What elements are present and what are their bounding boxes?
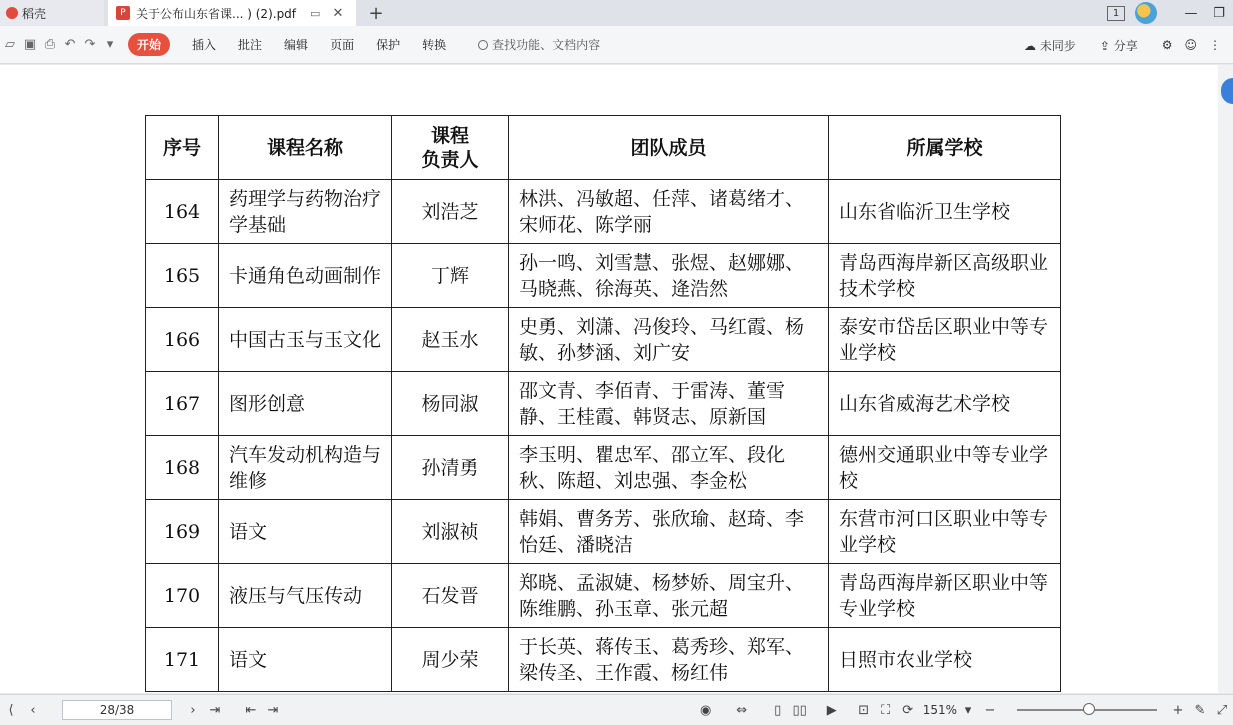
cell-no: 168	[146, 436, 219, 500]
cell-course: 语文	[219, 628, 392, 692]
menu-convert[interactable]: 转换	[422, 38, 447, 52]
cell-no: 171	[146, 628, 219, 692]
zoom-in-icon[interactable]: +	[1172, 702, 1184, 718]
ribbon-right-actions	[1024, 26, 1233, 64]
zoom-dropdown-icon[interactable]: ▾	[964, 702, 972, 718]
fit-width-icon[interactable]: ⇔	[736, 702, 748, 718]
avatar[interactable]	[1135, 2, 1157, 24]
actual-size-icon[interactable]: ⊡	[858, 702, 870, 718]
cell-team: 林洪、冯敏超、任萍、诸葛绪才、宋师花、陈学丽	[509, 180, 829, 244]
quick-access-dropdown-icon[interactable]: ▾	[106, 37, 114, 52]
table-row	[146, 564, 1061, 628]
cell-no: 167	[146, 372, 219, 436]
fit-page-icon[interactable]: ⛶	[881, 702, 891, 718]
zoom-level[interactable]: 151%	[922, 703, 957, 717]
menu-insert[interactable]: 插入	[192, 38, 217, 52]
cell-no: 169	[146, 500, 219, 564]
cell-team: 史勇、刘潇、冯俊玲、马红霞、杨敏、孙梦涵、刘广安	[509, 308, 829, 372]
cell-team: 郑晓、孟淑婕、杨梦娇、周宝升、陈维鹏、孙玉章、张元超	[509, 564, 829, 628]
cell-lead: 孙清勇	[392, 436, 509, 500]
play-icon[interactable]: ▶	[826, 702, 837, 718]
cell-team: 韩娟、曹务芳、张欣瑜、赵琦、李怡廷、潘晓洁	[509, 500, 829, 564]
cell-course: 语文	[219, 500, 392, 564]
cloud-sync-button[interactable]: ☁ 未同步	[1023, 38, 1076, 53]
settings-icon[interactable]: ⚙	[1161, 38, 1173, 52]
pdf-tool-icon[interactable]: ✎	[1194, 702, 1206, 718]
redo-icon[interactable]: ↷	[84, 37, 96, 52]
cell-no: 165	[146, 244, 219, 308]
forward-icon[interactable]: ⇥	[267, 702, 279, 718]
last-page-icon[interactable]: ⇥	[209, 702, 221, 718]
table-header-row	[146, 116, 1061, 180]
cell-lead: 周少荣	[392, 628, 509, 692]
cell-team: 李玉明、瞿忠军、邵立军、段化秋、陈超、刘忠强、李金松	[509, 436, 829, 500]
share-button[interactable]: ⇪ 分享	[1099, 38, 1138, 53]
menu-start[interactable]: 开始	[128, 33, 170, 56]
cell-course: 图形创意	[219, 372, 392, 436]
table-row	[146, 628, 1061, 692]
share-label: 分享	[1113, 38, 1138, 53]
table-row	[146, 372, 1061, 436]
open-folder-icon[interactable]: ▱	[5, 37, 15, 52]
menu-protect[interactable]: 保护	[376, 38, 401, 52]
cell-team: 孙一鸣、刘雪慧、张煜、赵娜娜、马晓燕、徐海英、逄浩然	[509, 244, 829, 308]
print-icon[interactable]: ⎙	[44, 37, 56, 52]
status-bar	[0, 694, 1233, 725]
fullscreen-icon[interactable]: ⤢	[1216, 702, 1228, 718]
table-row	[146, 180, 1061, 244]
cell-team: 邵文青、李佰青、于雷涛、董雪静、王桂霞、韩贤志、原新国	[509, 372, 829, 436]
zoom-slider-handle[interactable]	[1083, 703, 1095, 715]
search-input[interactable]	[478, 36, 600, 53]
document-page	[0, 65, 1218, 693]
rotate-icon[interactable]: ⟳	[902, 702, 914, 718]
tab-document[interactable]	[108, 0, 356, 26]
save-icon[interactable]: ▣	[23, 37, 37, 52]
cell-school: 青岛西海岸新区高级职业技术学校	[829, 244, 1061, 308]
zoom-slider[interactable]	[1017, 709, 1157, 711]
search-icon	[478, 40, 488, 50]
cell-school: 德州交通职业中等专业学校	[829, 436, 1061, 500]
course-table	[145, 115, 1061, 692]
first-page-icon[interactable]: ⟨	[8, 702, 14, 718]
cell-school: 青岛西海岸新区职业中等专业学校	[829, 564, 1061, 628]
minimize-icon[interactable]: —	[1184, 5, 1198, 21]
pdf-file-icon: P	[116, 6, 130, 20]
eye-protect-icon[interactable]: ◉	[700, 702, 712, 718]
cell-school: 日照市农业学校	[829, 628, 1061, 692]
window-controls	[1107, 0, 1233, 26]
prev-page-icon[interactable]: ‹	[30, 702, 36, 718]
cell-lead: 赵玉水	[392, 308, 509, 372]
tab-home-label: 稻壳	[22, 6, 47, 21]
vertical-scrollbar[interactable]	[1218, 65, 1233, 693]
back-icon[interactable]: ⇤	[245, 702, 257, 718]
cell-team: 于长英、蒋传玉、葛秀珍、郑军、梁传圣、王作霞、杨红伟	[509, 628, 829, 692]
menu-edit[interactable]: 编辑	[284, 38, 309, 52]
cell-lead: 丁辉	[392, 244, 509, 308]
cell-lead: 刘淑祯	[392, 500, 509, 564]
table-row	[146, 308, 1061, 372]
table-row	[146, 244, 1061, 308]
next-page-icon[interactable]: ›	[190, 702, 196, 718]
search-placeholder: 查找功能、文档内容	[492, 38, 601, 52]
cell-school: 山东省临沂卫生学校	[829, 180, 1061, 244]
cell-course: 中国古玉与玉文化	[219, 308, 392, 372]
undo-icon[interactable]: ↶	[64, 37, 76, 52]
restore-icon[interactable]: ❐	[1213, 5, 1225, 21]
cell-lead: 杨同淑	[392, 372, 509, 436]
cell-lead: 刘浩芝	[392, 180, 509, 244]
cell-school: 山东省威海艺术学校	[829, 372, 1061, 436]
header-course: 课程名称	[219, 116, 392, 180]
cell-no: 164	[146, 180, 219, 244]
header-team: 团队成员	[509, 116, 829, 180]
cell-course: 卡通角色动画制作	[219, 244, 392, 308]
header-no: 序号	[146, 116, 219, 180]
single-page-icon[interactable]: ▯	[774, 702, 782, 718]
cell-no: 170	[146, 564, 219, 628]
page-number-input[interactable]: 28/38	[62, 700, 172, 720]
cell-course: 药理学与药物治疗学基础	[219, 180, 392, 244]
title-tab-bar	[0, 0, 1233, 26]
sync-label: 未同步	[1039, 38, 1076, 53]
zoom-out-icon[interactable]: −	[984, 702, 996, 718]
menu-page[interactable]: 页面	[330, 38, 355, 52]
cell-school: 泰安市岱岳区职业中等专业学校	[829, 308, 1061, 372]
tab-float-icon[interactable]: ▭	[310, 6, 321, 20]
help-icon[interactable]: ☺	[1184, 38, 1197, 52]
new-tab-button[interactable]: +	[368, 2, 384, 24]
window-count-badge[interactable]: 1	[1107, 6, 1125, 21]
cell-course: 汽车发动机构造与维修	[219, 436, 392, 500]
ribbon-toolbar	[0, 26, 1233, 64]
header-lead: 课程 负责人	[392, 116, 509, 180]
menu-annotate[interactable]: 批注	[238, 38, 263, 52]
cell-school: 东营市河口区职业中等专业学校	[829, 500, 1061, 564]
table-row	[146, 500, 1061, 564]
tab-home[interactable]	[0, 0, 104, 26]
more-icon[interactable]: ⋮	[1209, 38, 1221, 52]
close-tab-icon[interactable]: ✕	[332, 5, 344, 21]
tab-document-title: 关于公布山东省课... ) (2).pdf	[136, 6, 297, 21]
docer-logo-icon	[6, 7, 18, 19]
cell-no: 166	[146, 308, 219, 372]
header-school: 所属学校	[829, 116, 1061, 180]
cell-lead: 石发晋	[392, 564, 509, 628]
table-row	[146, 436, 1061, 500]
two-page-icon[interactable]: ▯▯	[792, 702, 807, 718]
cell-course: 液压与气压传动	[219, 564, 392, 628]
